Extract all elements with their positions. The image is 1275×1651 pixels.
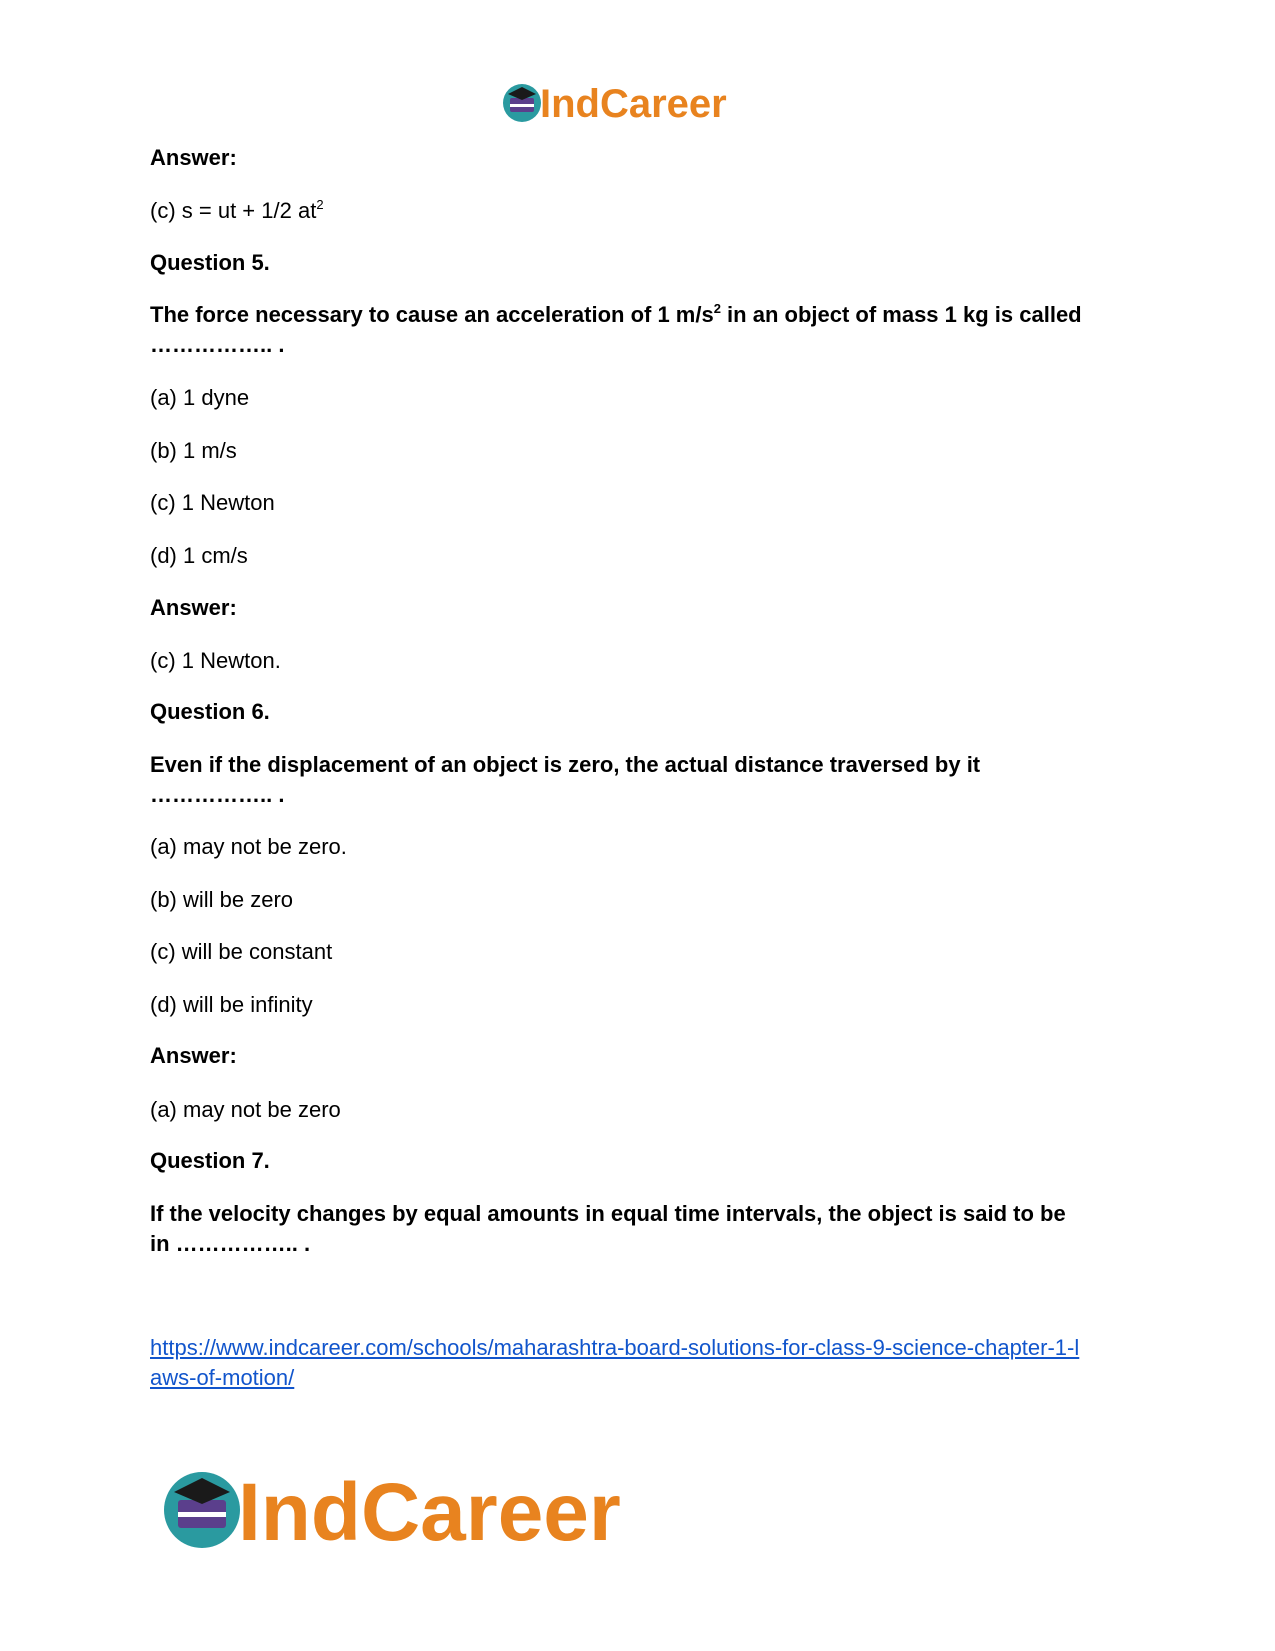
option-d: (d) will be infinity [150, 992, 313, 1017]
answer-label: Answer: [150, 145, 237, 170]
question-label: Question 6. [150, 699, 270, 724]
indcareer-logo-top [500, 78, 780, 128]
option-d: (d) 1 cm/s [150, 543, 248, 568]
option-b: (b) 1 m/s [150, 438, 237, 463]
question-text: Even if the displacement of an object is zero, the actual distance traversed by it …………….. . [150, 752, 981, 807]
answer-label: Answer: [150, 595, 237, 620]
answer-label: Answer: [150, 1043, 237, 1068]
question-label: Question 7. [150, 1148, 270, 1173]
option-c: (c) will be constant [150, 939, 333, 964]
question-label: Question 5. [150, 250, 270, 275]
source-url-link[interactable]: https://www.indcareer.com/schools/maharashtra-board-solutions-for-class-9-science-chapter-1-l aws-of-motion/ [150, 1335, 1080, 1390]
option-b: (b) will be zero [150, 887, 294, 912]
answer-text: (a) may not be zero [150, 1097, 341, 1122]
indcareer-logo-bottom [160, 1460, 700, 1560]
answer-text: (c) 1 Newton. [150, 648, 281, 673]
option-a: (a) 1 dyne [150, 385, 250, 410]
logo-text: IndCareer [238, 1467, 621, 1558]
question-text: If the velocity changes by equal amounts in equal time intervals, the object is said to be in …………….. . [150, 1201, 1066, 1256]
logo-text: IndCareer [540, 82, 727, 126]
option-c: (c) 1 Newton [150, 490, 275, 515]
option-a: (a) may not be zero. [150, 834, 347, 859]
answer-text: (c) s = ut + 1/2 $at^2$ [150, 197, 324, 223]
question-text: The force necessary to cause an acceleration of 1 $m/s^2$ in an object of mass 1 kg is called …………….. . [150, 301, 1082, 357]
